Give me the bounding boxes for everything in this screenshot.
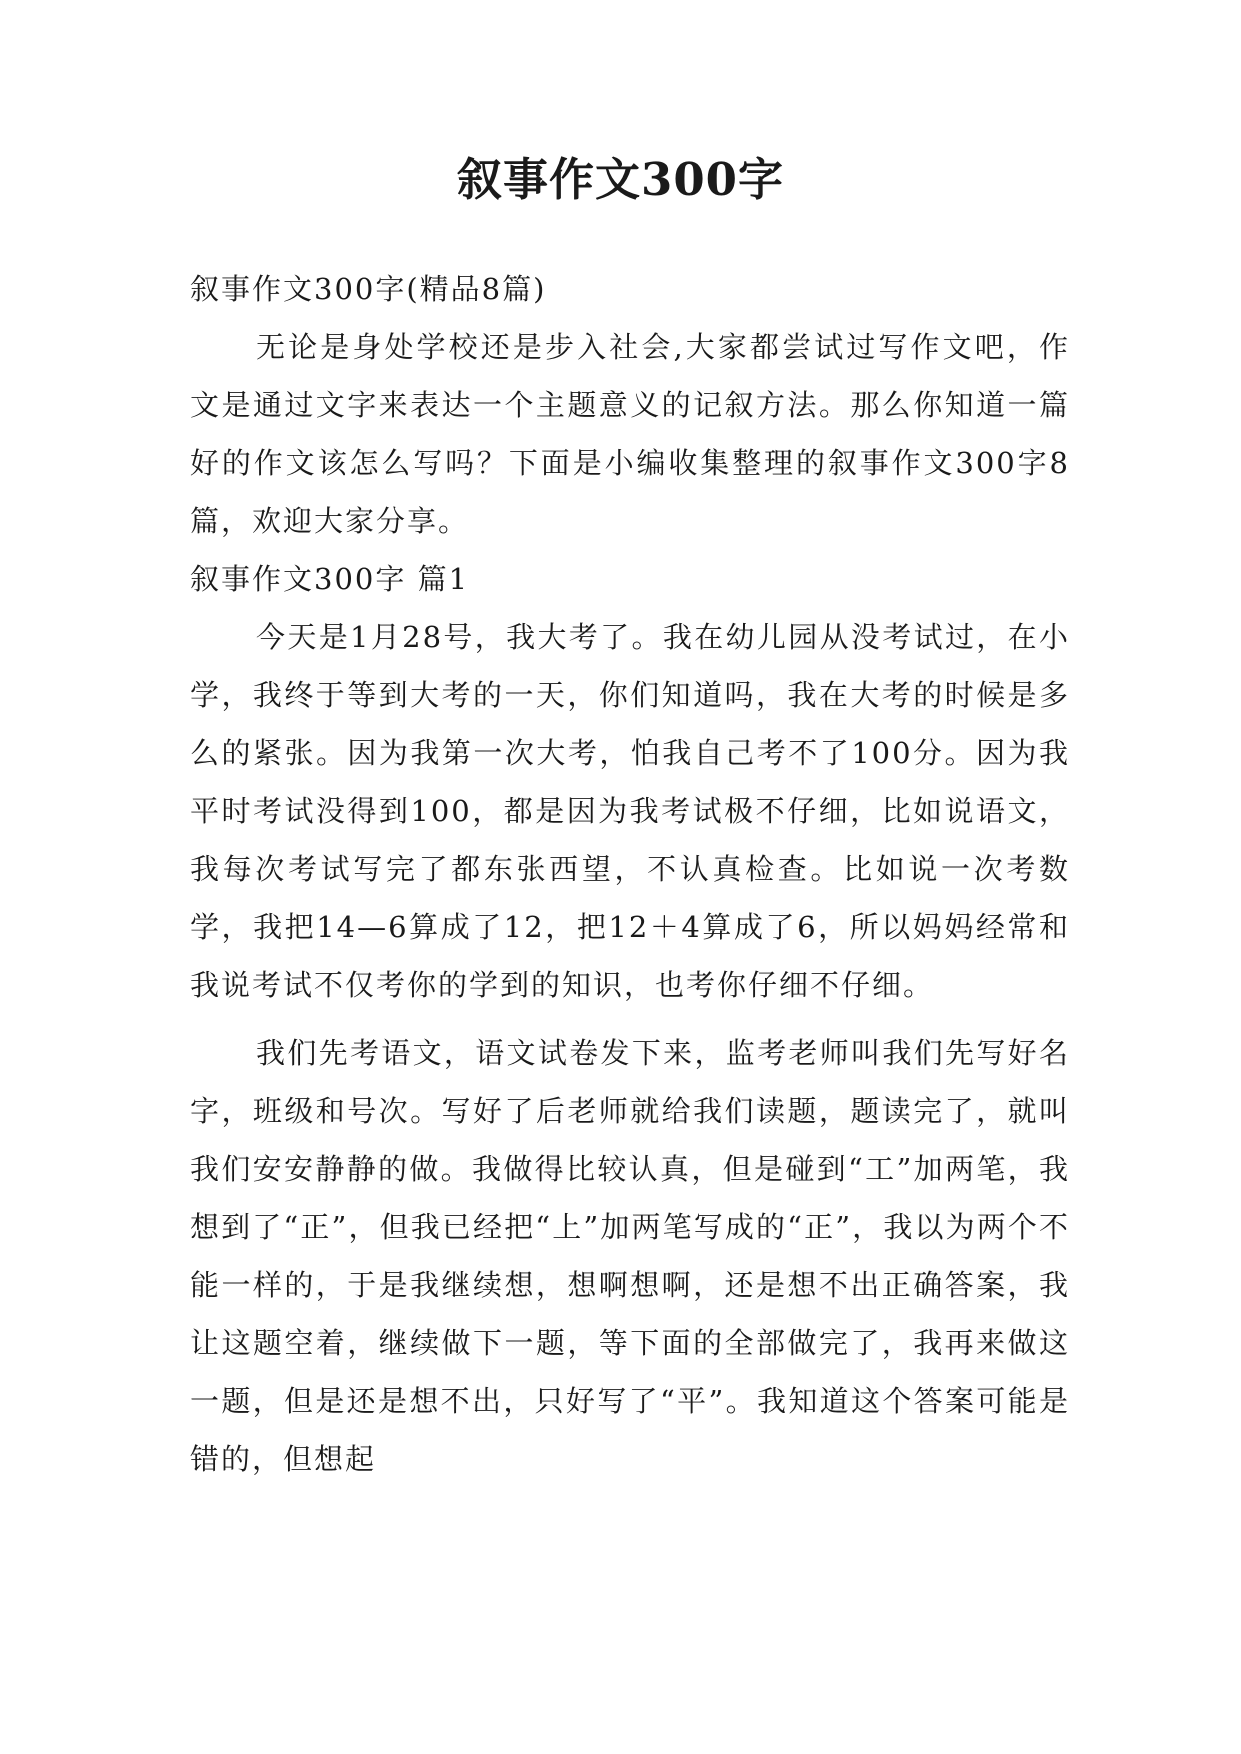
document-title: 叙事作文300字 [457,153,784,206]
essay-1-paragraph-2: 我们先考语文，语文试卷发下来，监考老师叫我们先写好名字，班级和号次。写好了后老师就给我们读题，题读完了，就叫我们安安静静的做。我做得比较认真，但是碰到“工”加两笔，我想到了“正”，但我已经把“上”加两笔写成的“正”，我以为两个不能一样的，于是我继续想，想啊想啊，还是想不出正确答案，我让这题空着，继续做下一题，等下面的全部做完了，我再来做这一题，但是还是想不出，只好写了“平”。我知道这个答案可能是错的，但想起 [190,1036,1070,1476]
essay-1-paragraph-1: 今天是1月28号，我大考了。我在幼儿园从没考试过，在小学，我终于等到大考的一天，你们知道吗，我在大考的时候是多么的紧张。因为我第一次大考，怕我自己考不了100分。因为我平时考试没得到100，都是因为我考试极不仔细，比如说语文，我每次考试写完了都东张西望，不认真检查。比如说一次考数学，我把14—6算成了12，把12＋4算成了6，所以妈妈经常和我说考试不仅考你的学到的知识，也考你仔细不仔细。 [190,620,1070,1002]
collection-heading: 叙事作文300字(精品8篇) [190,272,547,306]
document-body [190,260,1070,1488]
essay-1-heading: 叙事作文300字 篇1 [190,562,470,596]
intro-paragraph: 无论是身处学校还是步入社会,大家都尝试过写作文吧，作文是通过文字来表达一个主题意义的记叙方法。那么你知道一篇好的作文该怎么写吗？下面是小编收集整理的叙事作文300字8篇，欢迎大家分享。 [190,330,1070,538]
